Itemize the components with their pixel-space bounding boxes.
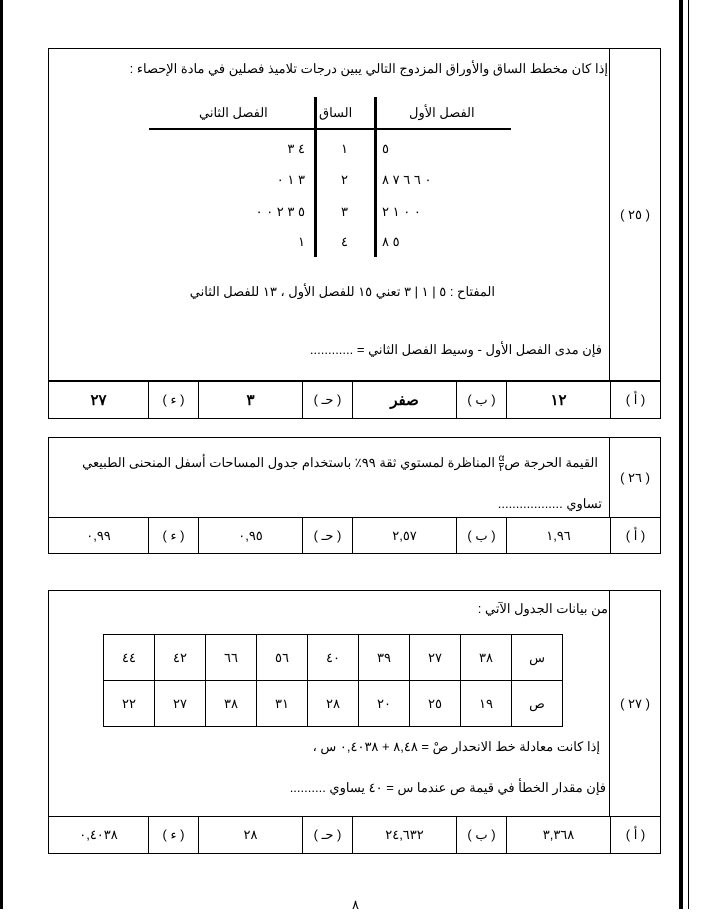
stem-value: ٣ <box>341 204 348 219</box>
option-letter-c[interactable]: ( حـ ) <box>302 817 352 853</box>
table-cell: ٣٨ <box>461 635 512 681</box>
stem-leaf-divider-right <box>374 97 377 257</box>
table-cell: ٤٠ <box>308 635 359 681</box>
option-letter-c[interactable]: ( حـ ) <box>302 518 352 553</box>
question-intro: إذا كان مخطط الساق والأوراق المزدوج التالي يبين درجات تلاميذ فصلين في مادة الإحصاء : <box>129 61 608 76</box>
stem-leaf-key: المفتاح : ٥ | ١ | ٣ تعني ١٥ للفصل الأول ، ١٣ للفصل الثاني <box>189 284 495 299</box>
header-stem: الساق <box>319 105 353 120</box>
option-letter-c[interactable]: ( حـ ) <box>302 382 352 418</box>
option-letter-d[interactable]: ( ء ) <box>148 382 198 418</box>
page-number: ٨ <box>352 897 359 912</box>
header-first-class: الفصل الأول <box>409 105 475 120</box>
table-cell: ١٩ <box>461 681 512 727</box>
denominator: ٢ <box>498 463 505 474</box>
table-cell: ٢٨ <box>308 681 359 727</box>
option-value-d[interactable]: ٠,٤٠٣٨ <box>79 827 118 842</box>
option-letter-b[interactable]: ( ب ) <box>456 382 506 418</box>
question-text: القيمة الحرجة ص <box>504 454 598 470</box>
question-line-1 <box>82 454 598 473</box>
first-class-leaves: ٥ ٨ <box>382 234 400 249</box>
table-cell: ٦٦ <box>206 635 257 681</box>
table-header-y: ص <box>512 681 563 727</box>
option-value-b[interactable]: صفر <box>352 382 456 418</box>
option-letter-d[interactable]: ( ء ) <box>148 817 198 853</box>
table-cell: ٣١ <box>257 681 308 727</box>
stem-leaf-divider-left <box>314 97 317 257</box>
question-text: فإن مقدار الخطأ في قيمة ص عندما س = ٤٠ يساوي .......... <box>289 780 606 795</box>
option-value-c[interactable]: ٠,٩٥ <box>198 518 302 553</box>
alpha-symbol: α <box>498 453 505 464</box>
table-cell: ٢٢ <box>104 681 155 727</box>
table-row-y <box>104 681 563 727</box>
question-26-options <box>48 517 661 554</box>
regression-equation-line: إذا كانت معادلة خط الانحدار صْ = ٨,٤٨ + ٠,٤٠٣٨ س ، <box>312 739 600 754</box>
option-value-b[interactable]: ٢٤,٦٣٢ <box>352 817 456 853</box>
right-border-thin <box>688 0 689 909</box>
question-intro: من بيانات الجدول الآتي : <box>477 601 608 616</box>
stem-value: ٤ <box>341 234 348 249</box>
table-row-x <box>104 635 563 681</box>
data-table <box>103 634 563 727</box>
stem-value: ٢ <box>341 172 348 187</box>
option-value-a[interactable]: ١٢ <box>506 382 610 418</box>
table-cell: ٢٥ <box>410 681 461 727</box>
second-class-leaves: ١ <box>298 234 305 249</box>
option-letter-a[interactable]: ( أ ) <box>610 382 660 418</box>
second-class-leaves: ٣ ١ ٠ <box>276 172 305 187</box>
question-number: ( ٢٧ ) <box>609 591 660 816</box>
question-26-box <box>48 437 661 518</box>
table-cell: ٤٢ <box>155 635 206 681</box>
question-27-box <box>48 590 661 817</box>
option-value-d[interactable]: ٠,٩٩ <box>86 527 111 543</box>
second-class-leaves: ٤ ٣ <box>287 141 305 156</box>
option-value-c[interactable]: ٢٨ <box>198 817 302 853</box>
second-class-leaves: ٥ ٣ ٢ ٠ ٠ <box>255 204 305 219</box>
option-value-c[interactable]: ٣ <box>198 382 302 418</box>
table-cell: ٣٨ <box>206 681 257 727</box>
option-letter-b[interactable]: ( ب ) <box>456 817 506 853</box>
question-text-cont: المناظرة لمستوي ثقة ٩٩٪ باستخدام جدول المساحات أسفل المنحنى الطبيعي <box>82 454 499 470</box>
option-value-a[interactable]: ١,٩٦ <box>506 518 610 553</box>
option-letter-b[interactable]: ( ب ) <box>456 518 506 553</box>
question-text: فإن مدى الفصل الأول - وسيط الفصل الثاني = ............ <box>309 342 602 357</box>
question-number: ( ٢٥ ) <box>609 49 660 380</box>
first-class-leaves: ٠ ٦ ٦ ٧ ٨ <box>382 172 432 187</box>
stem-value: ١ <box>341 141 348 156</box>
table-cell: ٣٩ <box>359 635 410 681</box>
right-border-thick <box>679 0 683 909</box>
table-cell: ٢٧ <box>410 635 461 681</box>
question-number: ( ٢٦ ) <box>609 438 660 517</box>
table-cell: ٥٦ <box>257 635 308 681</box>
option-value-d[interactable]: ٢٧ <box>90 392 107 409</box>
stem-leaf-header-line <box>149 128 511 130</box>
option-value-b[interactable]: ٢,٥٧ <box>352 518 456 553</box>
question-line-2: تساوي .................. <box>497 496 602 511</box>
header-second-class: الفصل الثاني <box>199 105 268 120</box>
question-25-options <box>48 381 661 419</box>
table-cell: ٢٠ <box>359 681 410 727</box>
table-cell: ٤٤ <box>104 635 155 681</box>
first-class-leaves: ٥ <box>382 141 389 156</box>
option-letter-d[interactable]: ( ء ) <box>148 518 198 553</box>
first-class-leaves: ٠ ٠ ١ ٢ <box>382 204 421 219</box>
left-border <box>0 0 3 909</box>
option-value-a[interactable]: ٣,٣٦٨ <box>506 817 610 853</box>
option-letter-a[interactable]: ( أ ) <box>610 817 660 853</box>
table-cell: ٢٧ <box>155 681 206 727</box>
table-header-x: س <box>512 635 563 681</box>
question-25-box <box>48 48 661 381</box>
option-letter-a[interactable]: ( أ ) <box>610 518 660 553</box>
question-27-options <box>48 816 661 854</box>
